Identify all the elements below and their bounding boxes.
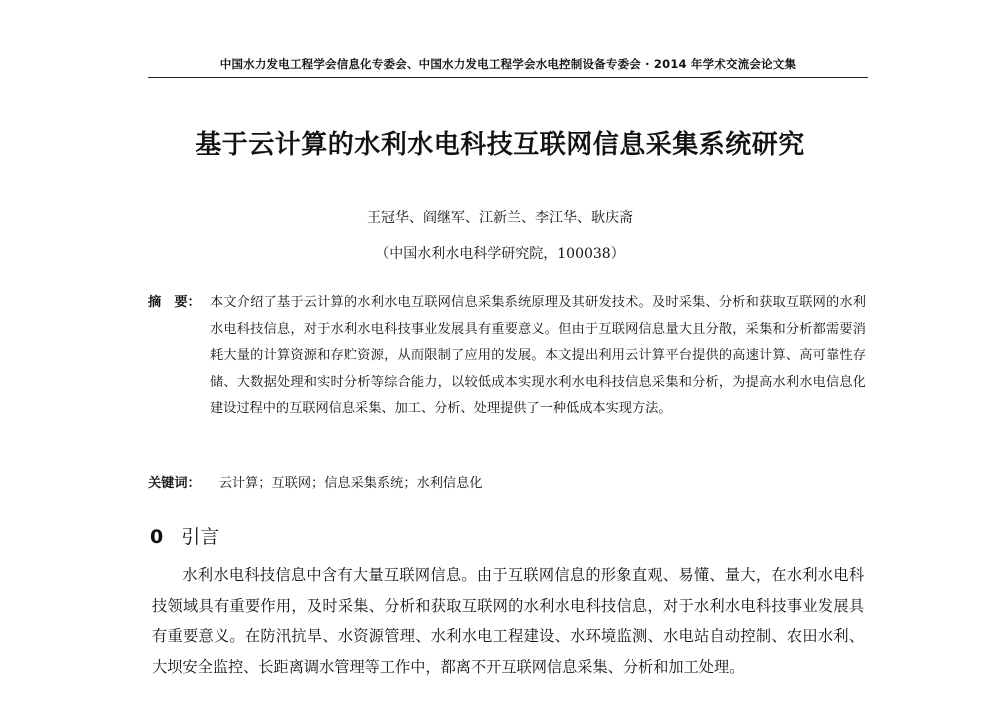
- abstract-label: 摘 要：: [148, 295, 201, 310]
- header-rule: [148, 77, 868, 78]
- affiliation: （中国水利水电科学研究院，100038）: [375, 246, 625, 262]
- intro-paragraph: 水利水电科技信息中含有大量互联网信息。由于互联网信息的形象直观、易懂、量大，在水利水电科技领域具有重要作用，及时采集、分析和获取互联网的水利水电科技信息，对于水利水电科技事业发展具有重要意义。在防汛抗旱、水资源管理、水利水电工程建设、水环境监测、水电站自动控制、农田水利、大坝安全监控、长距离调水管理等工作中，都离不开互联网信息采集、分析和加工处理。: [152, 566, 864, 676]
- section-heading: [150, 522, 219, 549]
- authors: 王冠华、阎继军、江新兰、李江华、耿庆斋: [367, 210, 633, 226]
- abstract: [148, 290, 866, 423]
- keywords-text: 云计算；互联网；信息采集系统；水利信息化: [218, 476, 483, 491]
- running-header: 中国水力发电工程学会信息化专委会、中国水力发电工程学会水电控制设备专委会 · 2014 年学术交流会论文集: [219, 57, 797, 71]
- abstract-text: 本文介绍了基于云计算的水利水电互联网信息采集系统原理及其研发技术。及时采集、分析和获取互联网的水利水电科技信息，对于水利水电科技事业发展具有重要意义。但由于互联网信息量大且分散，采集和分析都需要消耗大量的计算资源和存贮资源，从而限制了应用的发展。本文提出利用云计算平台提供的高速计算、高可靠性存储、大数据处理和实时分析等综合能力，以较低成本实现水利水电科技信息采集和分析，为提高水利水电信息化建设过程中的互联网信息采集、加工、分析、处理提供了一种低成本实现方法。: [210, 295, 866, 416]
- paper-title: 基于云计算的水利水电科技互联网信息采集系统研究: [195, 130, 805, 160]
- section-title: 引言: [181, 526, 220, 548]
- keywords: [148, 472, 866, 491]
- section-number: 0: [150, 526, 164, 548]
- keywords-label: 关键词：: [148, 476, 201, 491]
